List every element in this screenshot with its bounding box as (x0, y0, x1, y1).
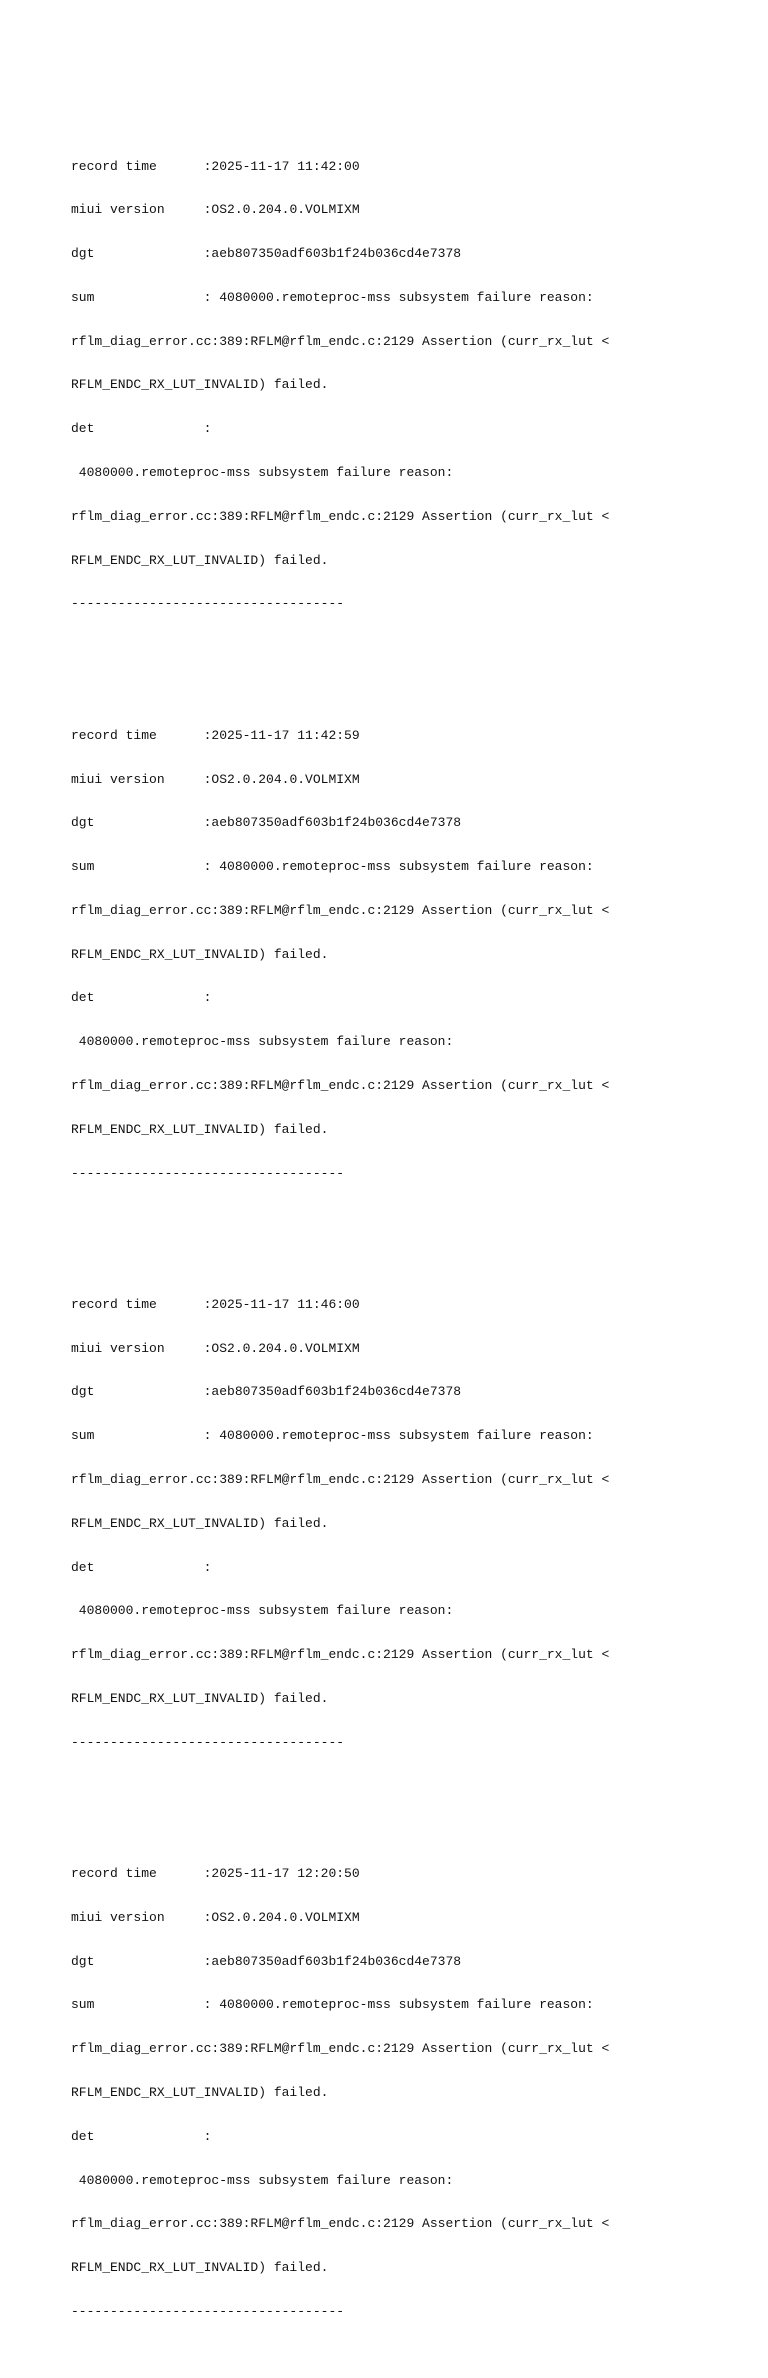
record-time-label: record time (71, 727, 204, 743)
det-detail-line: RFLM_ENDC_RX_LUT_INVALID) failed. (71, 1121, 329, 1137)
crash-log-document (71, 72, 751, 2378)
miui-version-value: :OS2.0.204.0.VOLMIXM (203, 202, 360, 218)
record-separator: ----------------------------------- (71, 2303, 345, 2319)
miui-version-line (71, 1911, 751, 1926)
record-time-line (71, 1298, 751, 1313)
det-label: det (71, 421, 204, 437)
dgt-label: dgt (71, 1384, 204, 1400)
sum-continuation: RFLM_ENDC_RX_LUT_INVALID) failed. (71, 946, 329, 962)
det-value: : (203, 1559, 212, 1575)
miui-version-line (71, 203, 751, 218)
log-record (71, 1269, 751, 1780)
det-detail-line: 4080000.remoteproc-mss subsystem failure reason: (71, 465, 454, 481)
dgt-line (71, 247, 751, 262)
sum-continuation: RFLM_ENDC_RX_LUT_INVALID) failed. (71, 2084, 329, 2100)
dgt-value: :aeb807350adf603b1f24b036cd4e7378 (203, 1953, 462, 1969)
det-label: det (71, 990, 204, 1006)
sum-label: sum (71, 1428, 204, 1444)
record-time-value: :2025-11-17 11:42:00 (203, 158, 360, 174)
miui-version-label: miui version (71, 1340, 204, 1356)
sum-line (71, 1998, 751, 2013)
sum-value: : 4080000.remoteproc-mss subsystem failure reason: (203, 1997, 594, 2013)
det-line (71, 1561, 751, 1576)
det-detail-line: RFLM_ENDC_RX_LUT_INVALID) failed. (71, 552, 329, 568)
sum-value: : 4080000.remoteproc-mss subsystem failure reason: (203, 289, 594, 305)
det-label: det (71, 1559, 204, 1575)
record-time-label: record time (71, 158, 204, 174)
record-time-line (71, 1867, 751, 1882)
sum-line (71, 291, 751, 306)
det-detail-line: 4080000.remoteproc-mss subsystem failure reason: (71, 2172, 454, 2188)
miui-version-line (71, 1342, 751, 1357)
det-line (71, 2130, 751, 2145)
dgt-value: :aeb807350adf603b1f24b036cd4e7378 (203, 246, 462, 262)
record-time-line (71, 729, 751, 744)
sum-continuation: rflm_diag_error.cc:389:RFLM@rflm_endc.c:2129 Assertion (curr_rx_lut < (71, 1472, 610, 1487)
record-time-value: :2025-11-17 11:46:00 (203, 1296, 360, 1312)
sum-continuation: rflm_diag_error.cc:389:RFLM@rflm_endc.c:2129 Assertion (curr_rx_lut < (71, 333, 610, 349)
dgt-label: dgt (71, 246, 204, 262)
sum-continuation: RFLM_ENDC_RX_LUT_INVALID) failed. (71, 377, 329, 393)
dgt-line (71, 816, 751, 831)
record-time-label: record time (71, 1296, 204, 1312)
record-separator: ----------------------------------- (71, 596, 345, 612)
sum-label: sum (71, 859, 204, 875)
det-detail-line: rflm_diag_error.cc:389:RFLM@rflm_endc.c:2129 Assertion (curr_rx_lut < (71, 508, 610, 524)
miui-version-value: :OS2.0.204.0.VOLMIXM (203, 1340, 360, 1356)
sum-label: sum (71, 1997, 204, 2013)
sum-label: sum (71, 289, 204, 305)
dgt-label: dgt (71, 1953, 204, 1969)
record-time-value: :2025-11-17 11:42:59 (203, 727, 360, 743)
det-detail-line: RFLM_ENDC_RX_LUT_INVALID) failed. (71, 1690, 329, 1706)
log-record (71, 130, 751, 641)
det-line (71, 991, 751, 1006)
sum-value: : 4080000.remoteproc-mss subsystem failure reason: (203, 1428, 594, 1444)
miui-version-label: miui version (71, 771, 204, 787)
det-value: : (203, 2128, 212, 2144)
record-time-line (71, 160, 751, 175)
sum-line (71, 860, 751, 875)
dgt-label: dgt (71, 815, 204, 831)
sum-value: : 4080000.remoteproc-mss subsystem failure reason: (203, 859, 594, 875)
det-value: : (203, 421, 212, 437)
record-separator: ----------------------------------- (71, 1165, 345, 1181)
miui-version-line (71, 773, 751, 788)
miui-version-label: miui version (71, 202, 204, 218)
record-separator: ----------------------------------- (71, 1734, 345, 1750)
det-detail-line: rflm_diag_error.cc:389:RFLM@rflm_endc.c:2129 Assertion (curr_rx_lut < (71, 1647, 610, 1663)
dgt-value: :aeb807350adf603b1f24b036cd4e7378 (203, 1384, 462, 1400)
dgt-value: :aeb807350adf603b1f24b036cd4e7378 (203, 815, 462, 831)
miui-version-value: :OS2.0.204.0.VOLMIXM (203, 771, 360, 787)
det-detail-line: rflm_diag_error.cc:389:RFLM@rflm_endc.c:2129 Assertion (curr_rx_lut < (71, 2216, 610, 2232)
det-detail-line: rflm_diag_error.cc:389:RFLM@rflm_endc.c:2129 Assertion (curr_rx_lut < (71, 1077, 610, 1093)
dgt-line (71, 1955, 751, 1970)
record-time-value: :2025-11-17 12:20:50 (203, 1866, 360, 1882)
log-record (71, 700, 751, 1211)
det-detail-line: 4080000.remoteproc-mss subsystem failure reason: (71, 1603, 454, 1619)
det-detail-line: 4080000.remoteproc-mss subsystem failure reason: (71, 1034, 454, 1050)
sum-continuation: rflm_diag_error.cc:389:RFLM@rflm_endc.c:2129 Assertion (curr_rx_lut < (71, 902, 610, 918)
log-record (71, 1838, 751, 2349)
sum-line (71, 1429, 751, 1444)
dgt-line (71, 1385, 751, 1400)
miui-version-label: miui version (71, 1909, 204, 1925)
det-line (71, 422, 751, 437)
miui-version-value: :OS2.0.204.0.VOLMIXM (203, 1909, 360, 1925)
det-value: : (203, 990, 212, 1006)
sum-continuation: rflm_diag_error.cc:389:RFLM@rflm_endc.c:2129 Assertion (curr_rx_lut < (71, 2041, 610, 2057)
record-time-label: record time (71, 1866, 204, 1882)
det-label: det (71, 2128, 204, 2144)
det-detail-line: RFLM_ENDC_RX_LUT_INVALID) failed. (71, 2260, 329, 2276)
sum-continuation: RFLM_ENDC_RX_LUT_INVALID) failed. (71, 1515, 329, 1531)
